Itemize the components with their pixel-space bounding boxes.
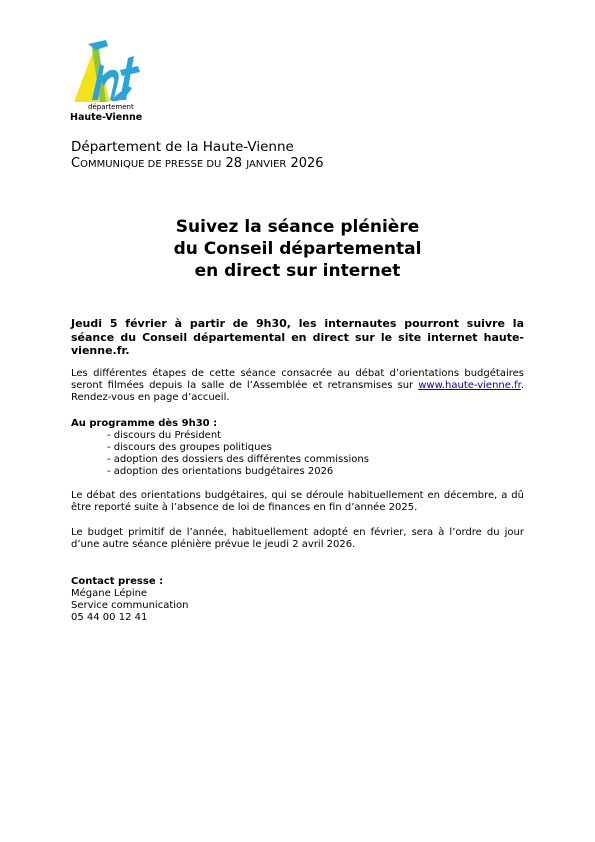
paragraph-postponed: Le débat des orientations budgétaires, qui se déroule habituellement en décembre, a dû être reporté suite à l’absence de loi de finances en fin d’année 2025.: [71, 490, 524, 513]
department-logo: [66, 40, 146, 126]
contact-phone: 05 44 00 12 41: [71, 612, 148, 623]
contact-service: Service communication: [71, 600, 189, 611]
paragraph-broadcast: [71, 368, 524, 404]
program-list: [107, 430, 369, 478]
website-link[interactable]: www.haute-vienne.fr: [418, 380, 521, 391]
subtitle-date: 28: [225, 156, 243, 171]
list-item: - adoption des orientations budgétaires 2026: [107, 466, 369, 478]
contact-name: Mégane Lépine: [71, 588, 148, 599]
subtitle-year: 2026: [290, 156, 324, 171]
subtitle-initial: C: [71, 156, 81, 171]
logo-subtitle: département: [88, 103, 134, 111]
contact-heading: Contact presse :: [71, 576, 164, 587]
haute-vienne-logo-icon: [66, 40, 146, 110]
subtitle-month: JANVIER: [246, 159, 287, 170]
press-release-subtitle: [71, 156, 324, 173]
lead-paragraph: Jeudi 5 février à partir de 9h30, les internautes pourront suivre la séance du Conseil départemental en direct sur le site internet haute-vienne.fr.: [71, 317, 524, 357]
organization-name: Département de la Haute-Vienne: [71, 139, 294, 155]
list-item: - discours des groupes politiques: [107, 442, 369, 454]
title-line-1: Suivez la séance plénière: [175, 217, 420, 237]
contact-block: [71, 588, 188, 624]
paragraph-broadcast-end: . Rendez-vous en page d’accueil.: [71, 380, 524, 403]
logo-name: Haute-Vienne: [70, 112, 143, 123]
list-item: - discours du Président: [107, 430, 369, 442]
paragraph-broadcast-text: Les différentes étapes de cette séance consacrée au débat d’orientations budgétaires seront filmées depuis la salle de l’Assemblée et retransmises sur: [71, 368, 524, 391]
program-heading: Au programme dès 9h30 :: [71, 418, 218, 429]
title-line-2: du Conseil départemental: [173, 239, 422, 259]
paragraph-budget: Le budget primitif de l’année, habituellement adopté en février, sera à l’ordre du jour d’une autre séance plénière prévue le jeudi 2 avril 2026.: [71, 527, 524, 550]
subtitle-rest: OMMUNIQUE DE PRESSE DU: [80, 159, 222, 170]
title-line-3: en direct sur internet: [194, 261, 401, 281]
list-item: - adoption des dossiers des différentes commissions: [107, 454, 369, 466]
page-title: [71, 216, 524, 282]
